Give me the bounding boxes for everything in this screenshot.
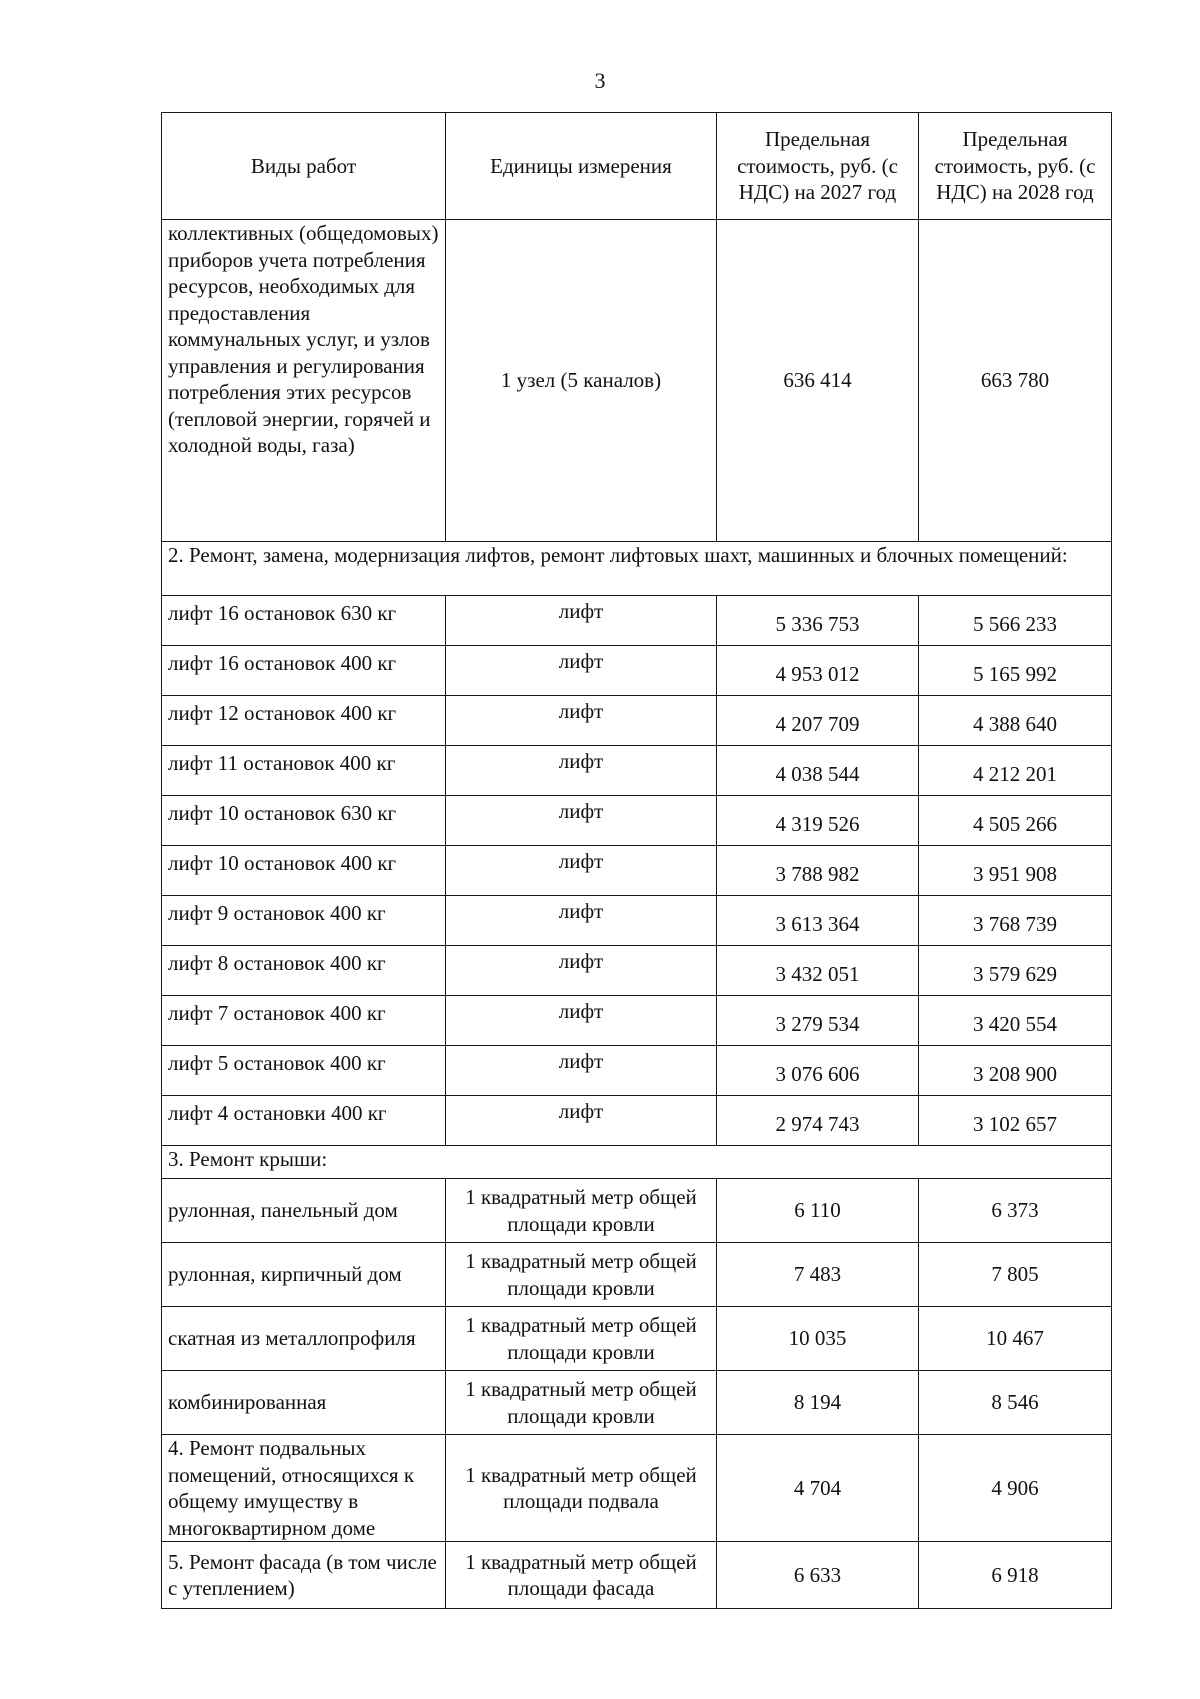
lift-row-cost-2027: 3 613 364 xyxy=(717,896,919,946)
lift-row-unit: лифт xyxy=(446,696,717,746)
header-work: Виды работ xyxy=(162,113,446,220)
lift-row-cost-2027: 3 076 606 xyxy=(717,1046,919,1096)
roof-row-unit: 1 квадратный метр общей площади кровли xyxy=(446,1243,717,1307)
lift-row-unit: лифт xyxy=(446,796,717,846)
roof-row-cost-2027: 10 035 xyxy=(717,1307,919,1371)
lift-row-unit: лифт xyxy=(446,896,717,946)
lift-row-cost-2027: 5 336 753 xyxy=(717,596,919,646)
roof-row xyxy=(162,1371,1112,1435)
lift-row-unit: лифт xyxy=(446,1096,717,1146)
roof-row xyxy=(162,1243,1112,1307)
lift-row-cost-2028: 3 951 908 xyxy=(919,846,1112,896)
table-row-meters xyxy=(162,220,1112,542)
roof-row-cost-2027: 6 110 xyxy=(717,1179,919,1243)
lift-row-work: лифт 11 остановок 400 кг xyxy=(162,746,446,796)
lift-row-work: лифт 5 остановок 400 кг xyxy=(162,1046,446,1096)
meters-work: коллективных (общедомовых) приборов учета потребления ресурсов, необходимых для предоставления коммунальных услуг, и узлов управления и регулирования потребления этих ресурсов (тепловой энергии, горячей и холодной воды, газа) xyxy=(162,220,446,542)
lift-row xyxy=(162,796,1112,846)
lift-row-cost-2027: 4 038 544 xyxy=(717,746,919,796)
lift-row-unit: лифт xyxy=(446,1046,717,1096)
roof-row-work: скатная из металлопрофиля xyxy=(162,1307,446,1371)
lift-row xyxy=(162,696,1112,746)
lift-row xyxy=(162,946,1112,996)
header-cost-2027: Предельная стоимость, руб. (с НДС) на 2027 год xyxy=(717,113,919,220)
basement-cost-2027: 4 704 xyxy=(717,1435,919,1542)
lift-row-cost-2027: 2 974 743 xyxy=(717,1096,919,1146)
table-header-row xyxy=(162,113,1112,220)
lift-row-cost-2027: 3 279 534 xyxy=(717,996,919,1046)
lift-row-cost-2027: 3 432 051 xyxy=(717,946,919,996)
meters-cost-2027: 636 414 xyxy=(717,220,919,542)
facade-unit: 1 квадратный метр общей площади фасада xyxy=(446,1542,717,1609)
section-heading-lifts: 2. Ремонт, замена, модернизация лифтов, ремонт лифтовых шахт, машинных и блочных помещений: xyxy=(162,542,1112,596)
lift-rows xyxy=(162,596,1112,1146)
lift-row-cost-2028: 3 102 657 xyxy=(919,1096,1112,1146)
lift-row-cost-2028: 3 208 900 xyxy=(919,1046,1112,1096)
basement-work: 4. Ремонт подвальных помещений, относящихся к общему имуществу в многоквартирном доме xyxy=(162,1435,446,1542)
lift-row xyxy=(162,596,1112,646)
roof-row-cost-2028: 8 546 xyxy=(919,1371,1112,1435)
roof-row-cost-2028: 6 373 xyxy=(919,1179,1112,1243)
page-number: 3 xyxy=(594,68,606,93)
lift-row-cost-2028: 3 420 554 xyxy=(919,996,1112,1046)
basement-cost-2028: 4 906 xyxy=(919,1435,1112,1542)
lift-row-cost-2027: 4 207 709 xyxy=(717,696,919,746)
section-row-roof xyxy=(162,1146,1112,1179)
table-row-facade xyxy=(162,1542,1112,1609)
roof-row xyxy=(162,1179,1112,1243)
lift-row-cost-2028: 5 566 233 xyxy=(919,596,1112,646)
lift-row-work: лифт 8 остановок 400 кг xyxy=(162,946,446,996)
roof-row-unit: 1 квадратный метр общей площади кровли xyxy=(446,1371,717,1435)
lift-row-cost-2028: 4 212 201 xyxy=(919,746,1112,796)
facade-cost-2028: 6 918 xyxy=(919,1542,1112,1609)
meters-unit: 1 узел (5 каналов) xyxy=(446,220,717,542)
lift-row xyxy=(162,1046,1112,1096)
lift-row-cost-2028: 5 165 992 xyxy=(919,646,1112,696)
lift-row-unit: лифт xyxy=(446,846,717,896)
lift-row-work: лифт 10 остановок 630 кг xyxy=(162,796,446,846)
roof-row xyxy=(162,1307,1112,1371)
lift-row xyxy=(162,896,1112,946)
lift-row-work: лифт 7 остановок 400 кг xyxy=(162,996,446,1046)
section-heading-roof: 3. Ремонт крыши: xyxy=(162,1146,1112,1179)
lift-row-unit: лифт xyxy=(446,996,717,1046)
lift-row-cost-2028: 3 579 629 xyxy=(919,946,1112,996)
facade-work: 5. Ремонт фасада (в том числе с утеплением) xyxy=(162,1542,446,1609)
basement-unit: 1 квадратный метр общей площади подвала xyxy=(446,1435,717,1542)
lift-row-unit: лифт xyxy=(446,596,717,646)
lift-row-unit: лифт xyxy=(446,646,717,696)
lift-row-work: лифт 4 остановки 400 кг xyxy=(162,1096,446,1146)
header-cost-2028: Предельная стоимость, руб. (с НДС) на 2028 год xyxy=(919,113,1112,220)
lift-row xyxy=(162,996,1112,1046)
roof-row-cost-2028: 10 467 xyxy=(919,1307,1112,1371)
roof-row-cost-2027: 8 194 xyxy=(717,1371,919,1435)
lift-row-cost-2028: 4 505 266 xyxy=(919,796,1112,846)
lift-row-work: лифт 10 остановок 400 кг xyxy=(162,846,446,896)
lift-row-cost-2028: 4 388 640 xyxy=(919,696,1112,746)
lift-row-cost-2027: 3 788 982 xyxy=(717,846,919,896)
lift-row-cost-2027: 4 319 526 xyxy=(717,796,919,846)
lift-row xyxy=(162,1096,1112,1146)
meters-cost-2028: 663 780 xyxy=(919,220,1112,542)
lift-row-work: лифт 16 остановок 400 кг xyxy=(162,646,446,696)
roof-row-unit: 1 квадратный метр общей площади кровли xyxy=(446,1307,717,1371)
header-unit: Единицы измерения xyxy=(446,113,717,220)
roof-row-cost-2028: 7 805 xyxy=(919,1243,1112,1307)
table-row-basement xyxy=(162,1435,1112,1542)
lift-row-cost-2027: 4 953 012 xyxy=(717,646,919,696)
lift-row xyxy=(162,746,1112,796)
roof-row-work: рулонная, кирпичный дом xyxy=(162,1243,446,1307)
roof-row-unit: 1 квадратный метр общей площади кровли xyxy=(446,1179,717,1243)
price-table xyxy=(161,112,1112,1609)
lift-row xyxy=(162,846,1112,896)
lift-row-cost-2028: 3 768 739 xyxy=(919,896,1112,946)
lift-row-unit: лифт xyxy=(446,946,717,996)
section-row-lifts xyxy=(162,542,1112,596)
lift-row xyxy=(162,646,1112,696)
lift-row-work: лифт 9 остановок 400 кг xyxy=(162,896,446,946)
roof-row-cost-2027: 7 483 xyxy=(717,1243,919,1307)
roof-row-work: рулонная, панельный дом xyxy=(162,1179,446,1243)
lift-row-unit: лифт xyxy=(446,746,717,796)
lift-row-work: лифт 12 остановок 400 кг xyxy=(162,696,446,746)
facade-cost-2027: 6 633 xyxy=(717,1542,919,1609)
roof-rows xyxy=(162,1179,1112,1435)
lift-row-work: лифт 16 остановок 630 кг xyxy=(162,596,446,646)
roof-row-work: комбинированная xyxy=(162,1371,446,1435)
